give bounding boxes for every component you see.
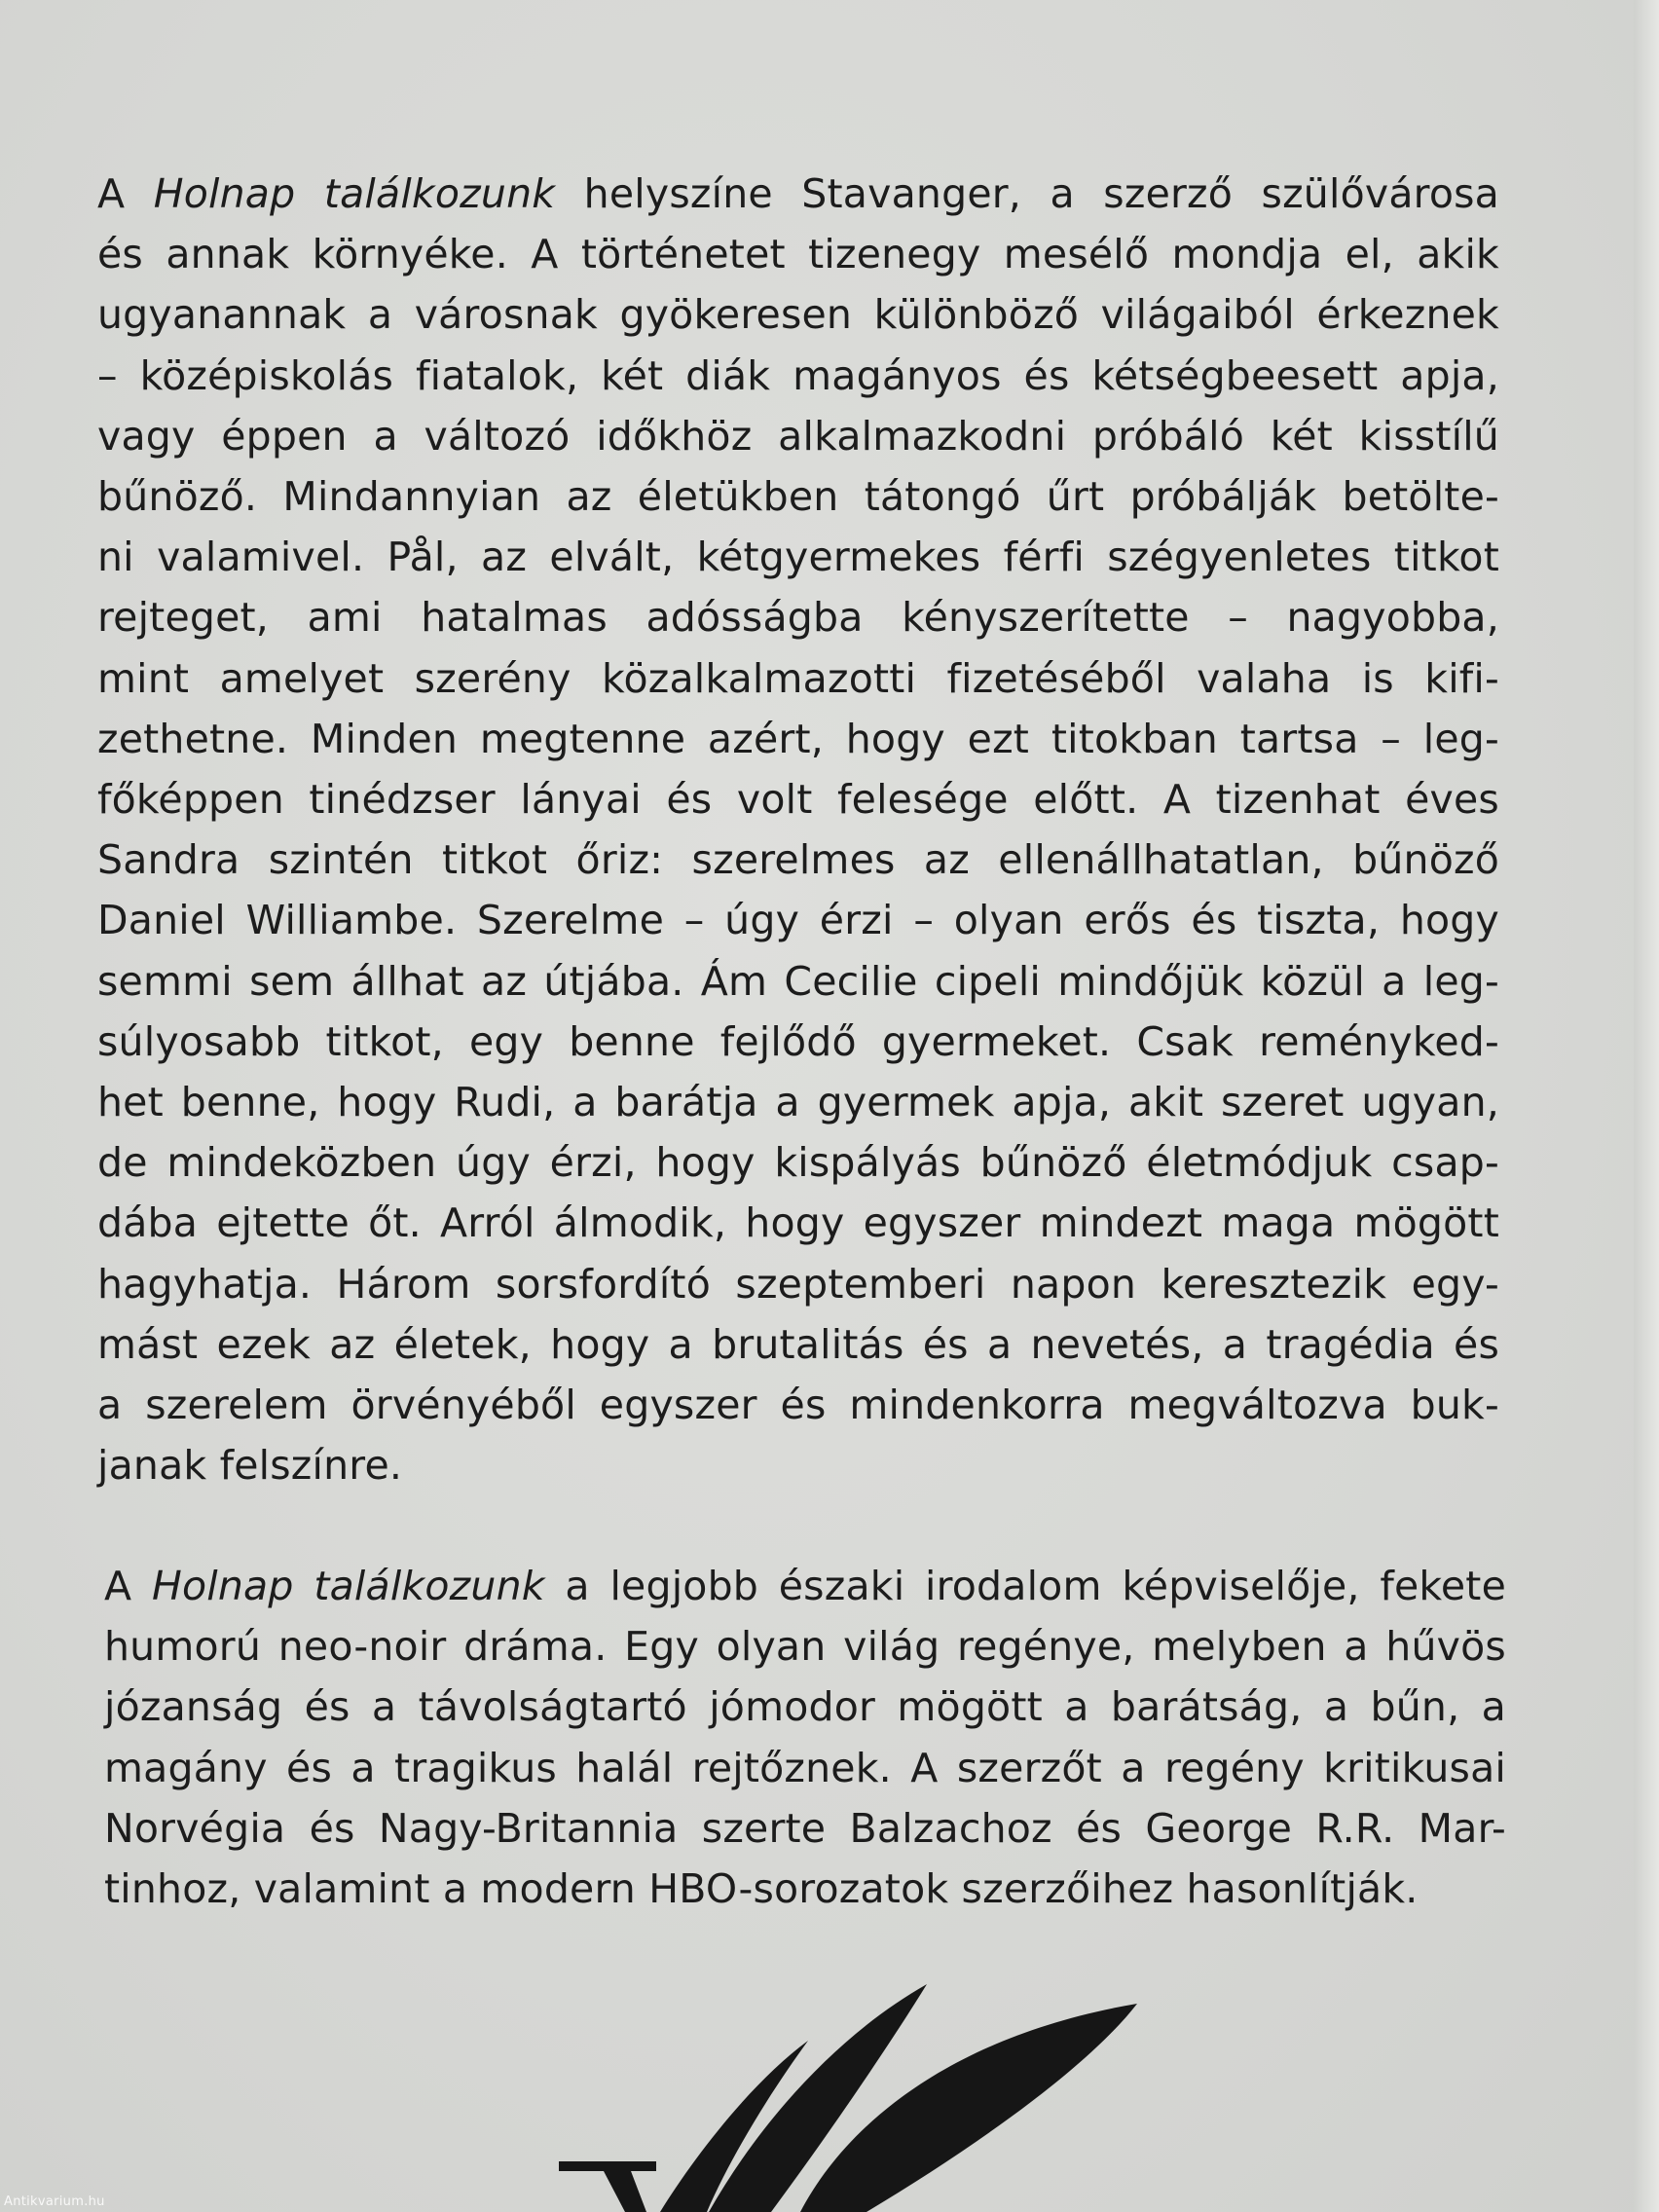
text-run: magány és a tragikus halál rejtőznek. A szerzőt a regény kritikusai bbox=[104, 1744, 1506, 1791]
text-line bbox=[104, 1616, 1506, 1677]
text-line bbox=[97, 830, 1499, 890]
text-line bbox=[97, 1435, 1499, 1495]
text-run: dába ejtette őt. Arról álmodik, hogy egyszer mindezt maga mögött bbox=[97, 1199, 1499, 1247]
text-line bbox=[97, 648, 1499, 709]
text-line bbox=[97, 284, 1499, 345]
text-line bbox=[97, 1072, 1499, 1132]
text-line bbox=[97, 1012, 1499, 1072]
text-line bbox=[97, 890, 1499, 950]
brush-stroke-right bbox=[800, 2004, 1137, 2212]
text-run: A bbox=[104, 1563, 152, 1609]
text-line bbox=[97, 1193, 1499, 1253]
text-run: janak felszínre. bbox=[97, 1442, 403, 1490]
text-run: vagy éppen a változó időkhöz alkalmazkodni próbáló két kisstílű bbox=[97, 412, 1499, 460]
page-edge bbox=[1634, 0, 1659, 2212]
text-run: súlyosabb titkot, egy benne fejlődő gyermeket. Csak reményked- bbox=[97, 1017, 1499, 1065]
text-run: és annak környéke. A történetet tizenegy mesélő mondja el, akik bbox=[97, 231, 1499, 278]
text-run: de mindeközben úgy érzi, hogy kispályás bűnöző életmódjuk csap- bbox=[97, 1139, 1499, 1187]
text-run: a legjobb északi irodalom képviselője, fekete bbox=[544, 1563, 1506, 1609]
text-run: – középiskolás fiatalok, két diák magányos és kétségbeesett apja, bbox=[97, 351, 1499, 399]
text-line bbox=[104, 1677, 1506, 1737]
text-run: mint amelyet szerény közalkalmazotti fizetéséből valaha is kifi- bbox=[97, 654, 1499, 702]
text-line bbox=[97, 1132, 1499, 1193]
text-line bbox=[97, 1254, 1499, 1314]
text-run: Sandra szintén titkot őriz: szerelmes az ellenállhatatlan, bűnöző bbox=[97, 836, 1499, 884]
text-line bbox=[97, 346, 1499, 406]
text-run: ni valamivel. Pål, az elvált, kétgyermekes férfi szégyenletes titkot bbox=[97, 534, 1499, 581]
text-line bbox=[104, 1859, 1506, 1919]
text-line bbox=[97, 406, 1499, 466]
text-run: A bbox=[97, 170, 154, 217]
text-line bbox=[97, 951, 1499, 1012]
text-run: ugyanannak a városnak gyökeresen különböző világaiból érkeznek bbox=[97, 291, 1499, 339]
text-line bbox=[104, 1738, 1506, 1798]
description-paragraph-2 bbox=[104, 1556, 1506, 1919]
book-title-italic: Holnap találkozunk bbox=[153, 170, 556, 217]
text-run: tinhoz, valamint a modern HBO-sorozatok szerzőihez hasonlítják. bbox=[104, 1865, 1419, 1913]
text-line bbox=[97, 164, 1499, 224]
text-run: Norvégia és Nagy-Britannia szerte Balzachoz és George R.R. Mar- bbox=[104, 1804, 1506, 1852]
text-line bbox=[97, 587, 1499, 647]
text-run: bűnöző. Mindannyian az életükben tátongó űrt próbálják betölte- bbox=[97, 473, 1499, 521]
text-run: zethetne. Minden megtenne azért, hogy ezt titokban tartsa – leg- bbox=[97, 715, 1499, 762]
text-run: humorú neo-noir dráma. Egy olyan világ regénye, melyben a hűvös bbox=[104, 1623, 1506, 1671]
description-paragraph-1 bbox=[97, 164, 1499, 1495]
text-run: rejteget, ami hatalmas adósságba kényszerítette – nagyobba, bbox=[97, 594, 1499, 642]
text-line bbox=[104, 1798, 1506, 1859]
text-run: józanság és a távolságtartó jómodor mögött a barátság, a bűn, a bbox=[104, 1683, 1506, 1731]
text-line bbox=[97, 527, 1499, 587]
text-run: Daniel Williambe. Szerelme – úgy érzi – olyan erős és tiszta, hogy bbox=[97, 897, 1499, 944]
text-line bbox=[97, 769, 1499, 830]
text-line bbox=[97, 709, 1499, 769]
text-run: het benne, hogy Rudi, a barátja a gyermek apja, akit szeret ugyan, bbox=[97, 1079, 1499, 1126]
brush-leaves-logo-icon bbox=[545, 1967, 1168, 2212]
text-run: helyszíne Stavanger, a szerző szülővárosa bbox=[555, 170, 1499, 217]
text-run: mást ezek az életek, hogy a brutalitás és a nevetés, a tragédia és bbox=[97, 1320, 1499, 1368]
text-line bbox=[97, 224, 1499, 284]
text-run: főképpen tinédzser lányai és volt felesége előtt. A tizenhat éves bbox=[97, 776, 1499, 824]
book-title-italic: Holnap találkozunk bbox=[151, 1563, 545, 1609]
text-run: hagyhatja. Három sorsfordító szeptemberi napon keresztezik egy- bbox=[97, 1260, 1499, 1308]
text-line bbox=[97, 1314, 1499, 1375]
text-run: semmi sem állhat az útjába. Ám Cecilie cipeli mindőjük közül a leg- bbox=[97, 957, 1499, 1005]
text-run: a szerelem örvényéből egyszer és mindenkorra megváltozva buk- bbox=[97, 1382, 1499, 1429]
watermark-text: Antikvarium.hu bbox=[4, 2194, 105, 2209]
letter-serif-fragment bbox=[559, 2161, 656, 2212]
text-line bbox=[104, 1556, 1506, 1616]
text-line bbox=[97, 1375, 1499, 1435]
text-line bbox=[97, 466, 1499, 527]
